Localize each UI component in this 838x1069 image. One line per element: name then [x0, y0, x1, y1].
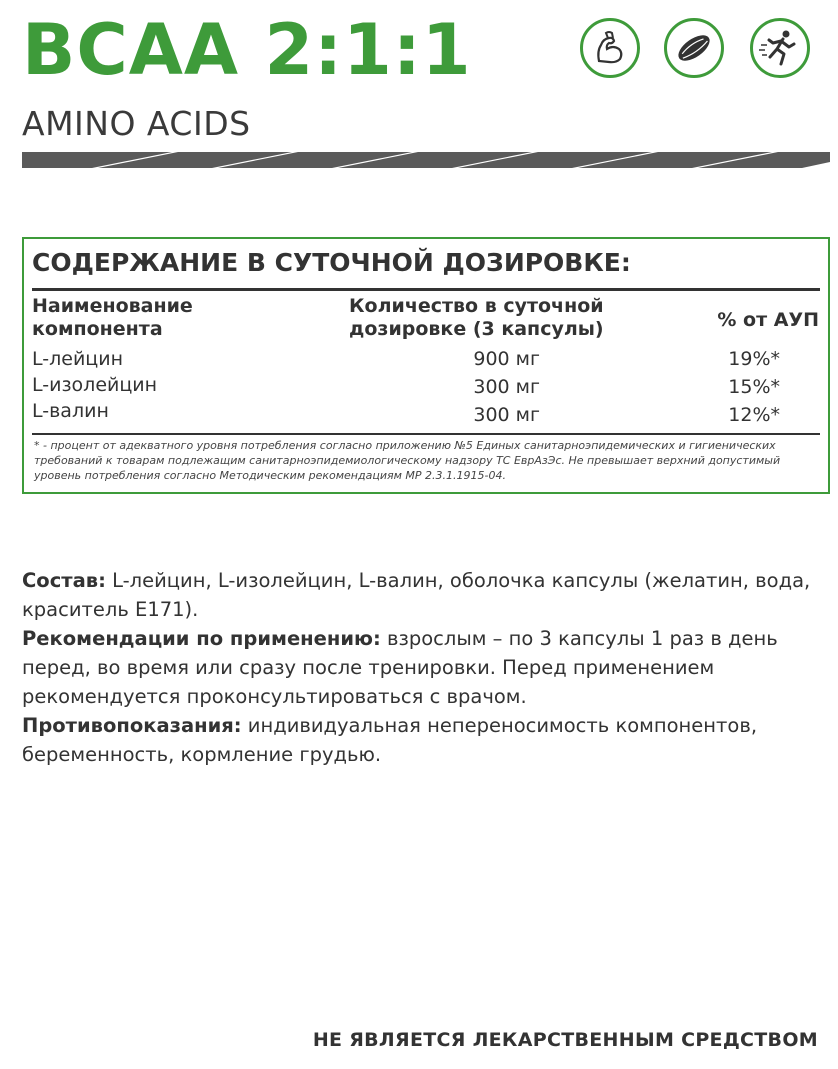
dosage-table-title: СОДЕРЖАНИЕ В СУТОЧНОЙ ДОЗИРОВКЕ:: [32, 248, 631, 277]
column-header-quantity: Количество в суточной дозировке (3 капсулы): [349, 295, 604, 340]
contraindications-label: Противопоказания:: [22, 714, 242, 737]
composition-text: L-лейцин, L-изолейцин, L-валин, оболочка капсулы (желатин, вода, краситель Е171).: [22, 569, 811, 621]
row-quantity: 300 мг: [473, 376, 540, 398]
composition-paragraph: [22, 566, 822, 624]
row-percent: 12%*: [728, 404, 780, 426]
contraindications-paragraph: [22, 711, 822, 769]
recommendations-paragraph: [22, 624, 822, 711]
decorative-stripe-bar: [22, 152, 830, 168]
capsule-icon: [664, 18, 724, 78]
recommendations-label: Рекомендации по применению:: [22, 627, 381, 650]
contraindications-text: индивидуальная непереносимость компонентов, беременность, кормление грудью.: [22, 714, 758, 766]
product-subtitle: AMINO ACIDS: [22, 104, 251, 143]
muscle-arm-icon: [580, 18, 640, 78]
dosage-table: [22, 237, 830, 494]
not-a-drug-notice: НЕ ЯВЛЯЕТСЯ ЛЕКАРСТВЕННЫМ СРЕДСТВОМ: [312, 1029, 818, 1051]
footnote: * - процент от адекватного уровня потребления согласно приложению №5 Единых санитарноэпидемических и гигиенических требований к товарам подлежащим санитарноэпидемиологическому надзору ТС ЕврАзЭс. Не превышает верхний допустимый уровень потребления согласно Методическим рекомендациям МР 2.3.1.1915-04.: [34, 439, 781, 482]
row-name: L-изолейцин: [32, 374, 158, 396]
product-title: BCAA 2:1:1: [22, 9, 472, 91]
column-header-percent: % от АУП: [717, 309, 819, 331]
row-quantity: 300 мг: [473, 404, 540, 426]
row-quantity: 900 мг: [473, 348, 540, 370]
divider: [32, 433, 820, 435]
row-name: L-валин: [32, 400, 109, 422]
row-percent: 15%*: [728, 376, 780, 398]
row-percent: 19%*: [728, 348, 780, 370]
row-name: L-лейцин: [32, 348, 123, 370]
running-athlete-icon: [750, 18, 810, 78]
column-header-name: Наименование компонента: [32, 295, 193, 340]
divider: [32, 288, 820, 291]
composition-label: Состав:: [22, 569, 106, 592]
recommendations-text: взрослым – по 3 капсулы 1 раз в день перед, во время или сразу после тренировки. Перед применением рекомендуется проконсультироваться с врачом.: [22, 627, 778, 708]
